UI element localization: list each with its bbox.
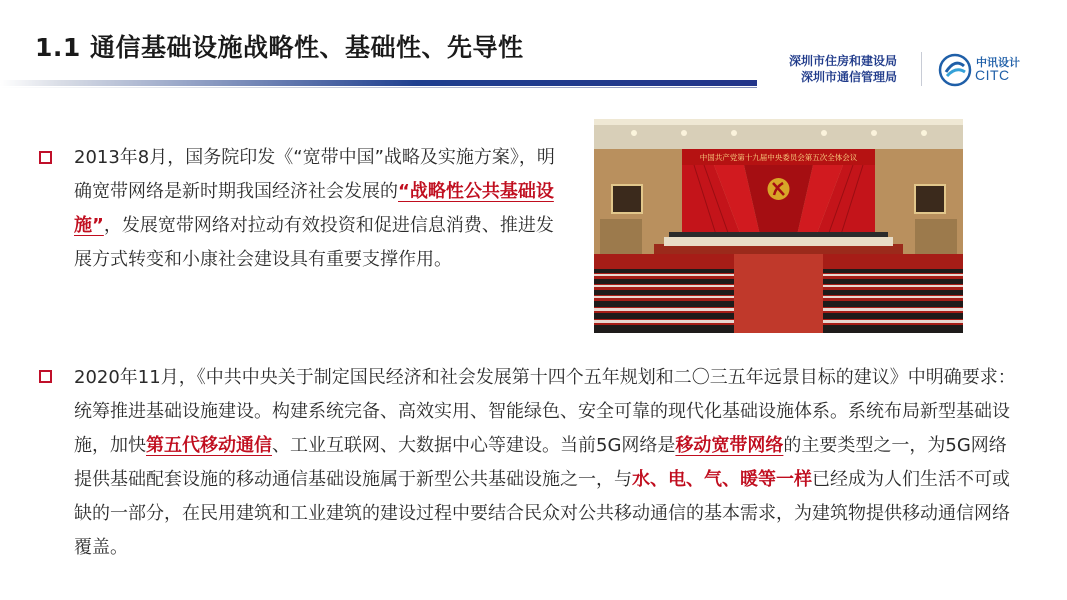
logo-english-text: CITC — [975, 67, 1010, 83]
title-underline-thin — [0, 87, 757, 88]
page-title: 1.1 通信基础设施战略性、基础性、先导性 — [35, 33, 524, 62]
paragraph2-highlight-mobile-broadband: 移动宽带网络 — [675, 435, 784, 456]
citc-logo-icon — [937, 52, 973, 88]
paragraph2-text-a: 2020年11月，《中共中央关于制定国民经济和社会发展第十四个五年规划和二〇三五年远景目标的建议》中明确要求：统筹推进基础设施建设。构建系统完备、高效实用、智能绿色、安全可靠的现代化基础设施体系。系统布局新型基础设施，加快 — [74, 367, 1016, 456]
paragraph2-highlight-5g: 第五代移动通信 — [146, 435, 272, 456]
paragraph1-text-a: 2013年8月，国务院印发《“宽带中国”战略及实施方案》，明确宽带网络是新时期我国经济社会发展的 — [74, 147, 555, 202]
photo-banner-text: 中国共产党第十九届中央委员会第五次全体会议 — [699, 153, 858, 162]
agency-line-telecom: 深圳市通信管理局 — [800, 70, 897, 84]
logo-chinese-text: 中讯设计 — [976, 56, 1020, 69]
paragraph2-highlight-utilities: 水、电、气、暖等一样 — [632, 469, 812, 490]
bullet-square-1 — [39, 151, 52, 164]
paragraph2-text-d: 已经成为人们生活不可或缺的一部分，在民用建筑和工业建筑的建设过程中要结合民众对公共移动通信的基本需求，为建筑物提供移动通信网络覆盖。 — [74, 469, 1010, 558]
agency-line-housing: 深圳市住房和建设局 — [788, 54, 897, 68]
paragraph1-text-b: ，发展宽带网络对拉动有效投资和促进信息消费、推进发展方式转变和小康社会建设具有重要支撑作用。 — [74, 215, 554, 270]
paragraph2-text-b: 、工业互联网、大数据中心等建设。当前5G网络是 — [272, 435, 676, 456]
plenary-session-photo — [594, 119, 963, 333]
title-underline-bar — [0, 80, 757, 86]
bullet-square-2 — [39, 370, 52, 383]
agency-names — [789, 53, 897, 85]
paragraph2-text-c: 的主要类型之一，为5G网络提供基础配套设施的移动通信基础设施属于新型公共基础设施之一，与 — [74, 435, 1007, 490]
logo-divider — [921, 52, 922, 86]
paragraph-14th-five-year-plan — [74, 361, 1019, 565]
paragraph-broadband-china — [74, 141, 564, 277]
paragraph1-highlight: “战略性公共基础设施” — [74, 181, 554, 236]
